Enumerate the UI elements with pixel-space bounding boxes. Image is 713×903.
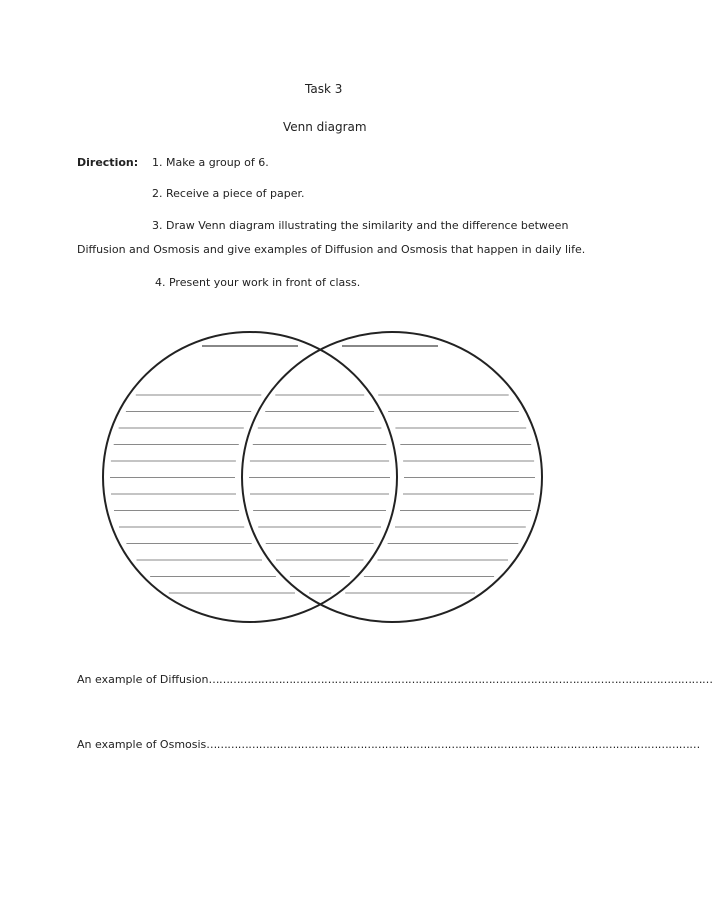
direction-step-2: 2. Receive a piece of paper. xyxy=(152,187,305,200)
osmosis-answer-blank[interactable]: …………………………………………………………………………………………………………………………… xyxy=(206,738,700,751)
subtitle: Venn diagram xyxy=(283,120,367,134)
direction-step-3-continued: Diffusion and Osmosis and give examples of Diffusion and Osmosis that happen in daily life. xyxy=(77,243,586,256)
direction-step-1: 1. Make a group of 6. xyxy=(152,156,269,169)
direction-step-3: 3. Draw Venn diagram illustrating the similarity and the difference between xyxy=(152,219,569,232)
diffusion-answer-blank[interactable]: ……………………………………………………………………………………………………………………………… xyxy=(208,673,713,686)
direction-label: Direction: xyxy=(77,156,139,169)
task-title: Task 3 xyxy=(305,82,343,96)
diffusion-example-line[interactable] xyxy=(77,673,713,686)
direction-step-4: 4. Present your work in front of class. xyxy=(155,276,361,289)
osmosis-example-label: An example of Osmosis xyxy=(77,738,207,751)
diffusion-example-label: An example of Diffusion xyxy=(77,673,209,686)
osmosis-example-line[interactable] xyxy=(77,738,700,751)
